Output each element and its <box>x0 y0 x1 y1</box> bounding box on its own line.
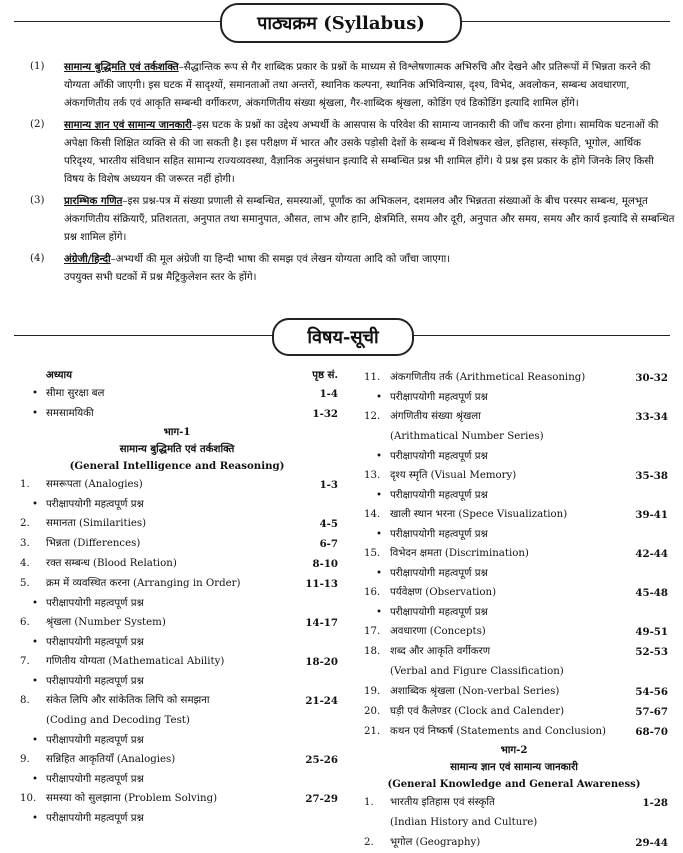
entry-label: समानता (Similarities) <box>46 518 147 529</box>
practice-questions[interactable] <box>16 672 338 691</box>
toc-entry[interactable] <box>16 652 338 672</box>
entry-number: 1. <box>364 797 374 808</box>
item-text: –इस घटक के प्रश्नों का उद्देश्य अभ्यर्थी के आसपास के परिवेश की सामान्य जानकारी की जाँच करना होगा। सामयिक घटनाओं की अपेक्षा किसी शिक्षित व्यक्ति से की जा सकती है। इस परीक्षण में भारत और उसके पड़ोसी देशों के सम्बन्ध में विशेषकर खेल, इतिहास, संस्कृति, भूगोल, आर्थिक परिदृश्य, भारतीय संविधान सहित सामान्य राज्यव्यवस्था, वैज्ञानिक अनुसंधान इत्यादि से सम्बन्धित प्रश्न भी शामिल होंगे। ये प्रश्न इस प्रकार के होंगे जिनके लिए किसी विषय के विशेष अध्ययन की जरूरत नहीं होगी। <box>64 120 659 185</box>
bullet-icon: • <box>32 813 39 824</box>
entry-page: 29-44 <box>635 837 668 849</box>
practice-label: परीक्षापयोगी महत्वपूर्ण प्रश्न <box>46 813 144 824</box>
entry-number: 4. <box>20 558 30 569</box>
part-label: भाग-2 <box>500 744 528 756</box>
toc-entry[interactable] <box>16 475 338 495</box>
entry-page: 49-51 <box>635 626 668 638</box>
toc-entry[interactable] <box>360 642 668 662</box>
entry-number: 17. <box>364 626 381 637</box>
entry-page: 4-5 <box>319 518 338 530</box>
entry-page: 39-41 <box>635 509 668 521</box>
page-header: पृष्ठ सं. <box>312 369 338 381</box>
entry-number: 5. <box>20 578 30 589</box>
entry-number: 21. <box>364 726 381 737</box>
bullet-icon: • <box>376 529 383 540</box>
toc-entry[interactable] <box>360 682 668 702</box>
practice-questions[interactable] <box>360 525 668 544</box>
entry-page: 8-10 <box>312 558 338 570</box>
divider <box>14 21 220 22</box>
chapter-header: अध्याय <box>46 369 73 381</box>
entry-number: 13. <box>364 470 381 481</box>
toc-entry[interactable] <box>16 789 338 809</box>
entry-label: कथन एवं निष्कर्ष (Statements and Conclusion) <box>390 726 607 737</box>
entry-label-continued: (Coding and Decoding Test) <box>46 715 190 726</box>
bullet-icon: • <box>32 637 39 648</box>
practice-questions[interactable] <box>16 633 338 652</box>
toc-entry[interactable] <box>16 574 338 594</box>
toc-entry[interactable] <box>360 833 668 853</box>
entry-label: अंगणितीय संख्या श्रृंखला <box>390 411 481 422</box>
entry-number: 10. <box>20 793 37 804</box>
entry-number: 11. <box>364 372 381 383</box>
syllabus-item <box>30 116 675 189</box>
entry-label: समसामयिकी <box>46 408 94 419</box>
item-text: –इस प्रश्न-पत्र में संख्या प्रणाली से सम्बन्धित, समस्याओं, पूर्णांक का अभिकलन, दशमलव और भिन्नतता संख्याओं के बीच परस्पर सम्बन्ध, मूलभूत अंकगणितीय संक्रियाएँ, प्रतिशतता, अनुपात तथा समानुपात, औसत, लाभ और हानि, क्षेत्रमिति, समय और दूरी, अनुपात और समय, समय और कार्य इत्यादि से सम्बन्धित प्रश्न शामिल होंगे। <box>64 196 675 243</box>
toc-entry[interactable] <box>16 554 338 574</box>
toc-entry[interactable] <box>16 691 338 711</box>
toc-entry[interactable] <box>360 368 668 388</box>
entry-label: शब्द और आकृति वर्गीकरण <box>390 646 491 657</box>
practice-questions[interactable] <box>16 495 338 514</box>
syllabus-title: पाठ्यक्रम (Syllabus) <box>220 3 462 43</box>
entry-label: सन्निहित आकृतियाँ (Analogies) <box>46 754 176 765</box>
syllabus-list <box>30 58 675 287</box>
entry-number: 3. <box>20 538 30 549</box>
toc-entry[interactable] <box>360 407 668 427</box>
entry-number: 16. <box>364 587 381 598</box>
toc-entry[interactable] <box>360 622 668 642</box>
item-number: (4) <box>30 253 45 264</box>
toc-entry[interactable] <box>16 384 338 404</box>
entry-label: समरूपता (Analogies) <box>46 479 143 490</box>
entry-page: 52-53 <box>635 646 668 658</box>
entry-number: 18. <box>364 646 381 657</box>
entry-label: विभेदन क्षमता (Discrimination) <box>390 548 529 559</box>
toc-entry[interactable] <box>360 702 668 722</box>
toc-entry[interactable] <box>360 466 668 486</box>
entry-label: श्रृंखला (Number System) <box>46 617 166 628</box>
toc-entry[interactable] <box>16 514 338 534</box>
entry-label: पर्यवेक्षण (Observation) <box>390 587 497 598</box>
bullet-icon: • <box>32 388 39 399</box>
entry-label: अशाब्दिक श्रृंखला (Non-verbal Series) <box>390 686 560 697</box>
toc-left-column <box>16 366 338 828</box>
entry-page: 21-24 <box>305 695 338 707</box>
divider <box>460 21 670 22</box>
entry-label: खाली स्थान भरना (Spece Visualization) <box>390 509 568 520</box>
practice-questions[interactable] <box>360 388 668 407</box>
entry-page: 1-3 <box>319 479 338 491</box>
entry-page: 18-20 <box>305 656 338 668</box>
practice-label: परीक्षापयोगी महत्वपूर्ण प्रश्न <box>46 499 144 510</box>
part-english-title: (General Knowledge and General Awareness) <box>387 779 641 790</box>
bullet-icon: • <box>376 451 383 462</box>
entry-page: 27-29 <box>305 793 338 805</box>
toc-right-column <box>360 368 668 853</box>
entry-number: 2. <box>364 837 374 848</box>
entry-number: 14. <box>364 509 381 520</box>
part-label: भाग-1 <box>163 426 191 438</box>
entry-label: क्रम में व्यवस्थित करना (Arranging in Order) <box>46 578 241 589</box>
entry-number: 12. <box>364 411 381 422</box>
entry-page: 11-13 <box>305 578 338 590</box>
practice-questions[interactable] <box>360 603 668 622</box>
bullet-icon: • <box>32 598 39 609</box>
practice-label: परीक्षापयोगी महत्वपूर्ण प्रश्न <box>390 568 488 579</box>
practice-label: परीक्षापयोगी महत्वपूर्ण प्रश्न <box>390 607 488 618</box>
bullet-icon: • <box>376 607 383 618</box>
bullet-icon: • <box>376 490 383 501</box>
practice-label: परीक्षापयोगी महत्वपूर्ण प्रश्न <box>46 598 144 609</box>
item-heading: सामान्य बुद्धिमति एवं तर्कशक्ति <box>64 61 179 73</box>
entry-label: समस्या को सुलझाना (Problem Solving) <box>46 793 218 804</box>
entry-label: सीमा सुरक्षा बल <box>46 388 105 399</box>
entry-number: 8. <box>20 695 30 706</box>
item-heading: अंग्रेजी/हिन्दी <box>64 253 111 265</box>
toc-entry[interactable] <box>16 404 338 424</box>
entry-page: 54-56 <box>635 686 668 698</box>
item-text: –अभ्यर्थी की मूल अंग्रेजी या हिन्दी भाषा की समझ एवं लेखन योग्यता आदि को जाँचा जाएगा। <box>110 254 451 265</box>
syllabus-item <box>30 58 675 113</box>
bullet-icon: • <box>32 735 39 746</box>
entry-page: 68-70 <box>635 726 668 738</box>
part-english-title: (General Intelligence and Reasoning) <box>69 460 285 472</box>
practice-label: परीक्षापयोगी महत्वपूर्ण प्रश्न <box>390 529 488 540</box>
toc-entries <box>360 368 668 742</box>
practice-label: परीक्षापयोगी महत्वपूर्ण प्रश्न <box>390 392 488 403</box>
entry-page: 1-4 <box>319 388 338 400</box>
toc-entry[interactable] <box>16 613 338 633</box>
practice-questions[interactable] <box>360 486 668 505</box>
practice-label: परीक्षापयोगी महत्वपूर्ण प्रश्न <box>390 490 488 501</box>
entry-label: भूगोल (Geography) <box>390 837 481 848</box>
entry-page: 42-44 <box>635 548 668 560</box>
item-heading: सामान्य ज्ञान एवं सामान्य जानकारी <box>64 119 192 131</box>
practice-label: परीक्षापयोगी महत्वपूर्ण प्रश्न <box>46 735 144 746</box>
entry-label-continued: (Arithmatical Number Series) <box>390 431 544 442</box>
entry-label-continued: (Verbal and Figure Classification) <box>390 666 564 677</box>
entry-page: 30-32 <box>635 372 668 384</box>
practice-questions[interactable] <box>360 564 668 583</box>
toc-entry[interactable] <box>16 750 338 770</box>
entry-label: अवधारणा (Concepts) <box>390 626 486 637</box>
part-hindi-title: सामान्य बुद्धिमति एवं तर्कशक्ति <box>119 443 235 455</box>
bullet-icon: • <box>32 499 39 510</box>
practice-label: परीक्षापयोगी महत्वपूर्ण प्रश्न <box>46 637 144 648</box>
entry-label: अंकगणितीय तर्क (Arithmetical Reasoning) <box>390 372 586 383</box>
entry-number: 6. <box>20 617 30 628</box>
toc-title: विषय-सूची <box>272 318 414 356</box>
entry-number: 20. <box>364 706 381 717</box>
toc-entry[interactable] <box>360 505 668 525</box>
entry-page: 1-32 <box>312 408 338 420</box>
entry-label: भारतीय इतिहास एवं संस्कृति <box>390 797 495 808</box>
bullet-icon: • <box>376 568 383 579</box>
item-number: (2) <box>30 119 45 130</box>
entry-number: 2. <box>20 518 30 529</box>
practice-questions[interactable] <box>16 731 338 750</box>
entry-label: गणितीय योग्यता (Mathematical Ability) <box>46 656 225 667</box>
toc-entries <box>360 793 668 853</box>
entry-number: 7. <box>20 656 30 667</box>
practice-questions[interactable] <box>360 447 668 466</box>
toc-header <box>16 366 338 384</box>
practice-label: परीक्षापयोगी महत्वपूर्ण प्रश्न <box>390 451 488 462</box>
entry-label: घड़ी एवं कैलेण्डर (Clock and Calender) <box>390 706 565 717</box>
entry-number: 1. <box>20 479 30 490</box>
syllabus-note: उपयुक्त सभी घटकों में प्रश्न मैट्रिकुलेशन स्तर के होंगे। <box>64 272 257 283</box>
bullet-icon: • <box>32 676 39 687</box>
practice-label: परीक्षापयोगी महत्वपूर्ण प्रश्न <box>46 676 144 687</box>
divider <box>412 335 670 336</box>
toc-entry[interactable] <box>16 534 338 554</box>
divider <box>14 335 272 336</box>
entry-number: 9. <box>20 754 30 765</box>
bullet-icon: • <box>32 774 39 785</box>
syllabus-item <box>30 192 675 247</box>
item-number: (3) <box>30 195 45 206</box>
item-text: –सैद्धान्तिक रूप से गैर शाब्दिक प्रकार के प्रश्नों के माध्यम से विश्लेषणात्मक अभिरुचि और देखने और प्रतिरूपों में भिन्नता करने की योग्यता आँकी जाएगी। इस घटक में सादृश्यों, समानताओं तथा अन्तरों, स्थानिक कल्पना, स्थानिक अभिविन्यास, दृश्य, विभेद, अवलोकन, सम्बन्ध अवधारणा, अंकगणितीय तर्क एवं आकृति सम्बन्धी वर्गीकरण, अंकगणितीय संख्या श्रृंखला, गैर-शाब्दिक श्रृंखला, कोडिंग एवं डिकोडिंग इत्यादि शामिल होंगे। <box>64 62 651 109</box>
entry-page: 25-26 <box>305 754 338 766</box>
entry-label-continued: (Indian History and Culture) <box>390 817 538 828</box>
entry-number: 19. <box>364 686 381 697</box>
entry-page: 45-48 <box>635 587 668 599</box>
practice-questions[interactable] <box>16 809 338 828</box>
entry-page: 1-28 <box>642 797 668 809</box>
entry-label: भिन्नता (Differences) <box>46 538 141 549</box>
entry-page: 35-38 <box>635 470 668 482</box>
entry-page: 6-7 <box>319 538 338 550</box>
toc-entry[interactable] <box>360 793 668 813</box>
practice-questions[interactable] <box>16 770 338 789</box>
entry-label: रक्त सम्बन्ध (Blood Relation) <box>46 558 177 569</box>
item-number: (1) <box>30 61 45 72</box>
practice-questions[interactable] <box>16 594 338 613</box>
syllabus-item <box>30 250 675 269</box>
practice-label: परीक्षापयोगी महत्वपूर्ण प्रश्न <box>46 774 144 785</box>
bullet-icon: • <box>376 392 383 403</box>
entry-number: 15. <box>364 548 381 559</box>
entry-page: 57-67 <box>635 706 668 718</box>
toc-entry[interactable] <box>360 583 668 603</box>
entry-page: 14-17 <box>305 617 338 629</box>
toc-entry[interactable] <box>360 544 668 564</box>
entry-label: संकेत लिपि और सांकेतिक लिपि को समझना <box>46 695 210 706</box>
toc-entries <box>16 475 338 828</box>
item-heading: प्रारम्भिक गणित <box>64 195 123 207</box>
bullet-icon: • <box>32 408 39 419</box>
part-hindi-title: सामान्य ज्ञान एवं सामान्य जानकारी <box>450 761 578 773</box>
toc-entry[interactable] <box>360 722 668 742</box>
entry-page: 33-34 <box>635 411 668 423</box>
entry-label: दृश्य स्मृति (Visual Memory) <box>390 470 517 481</box>
